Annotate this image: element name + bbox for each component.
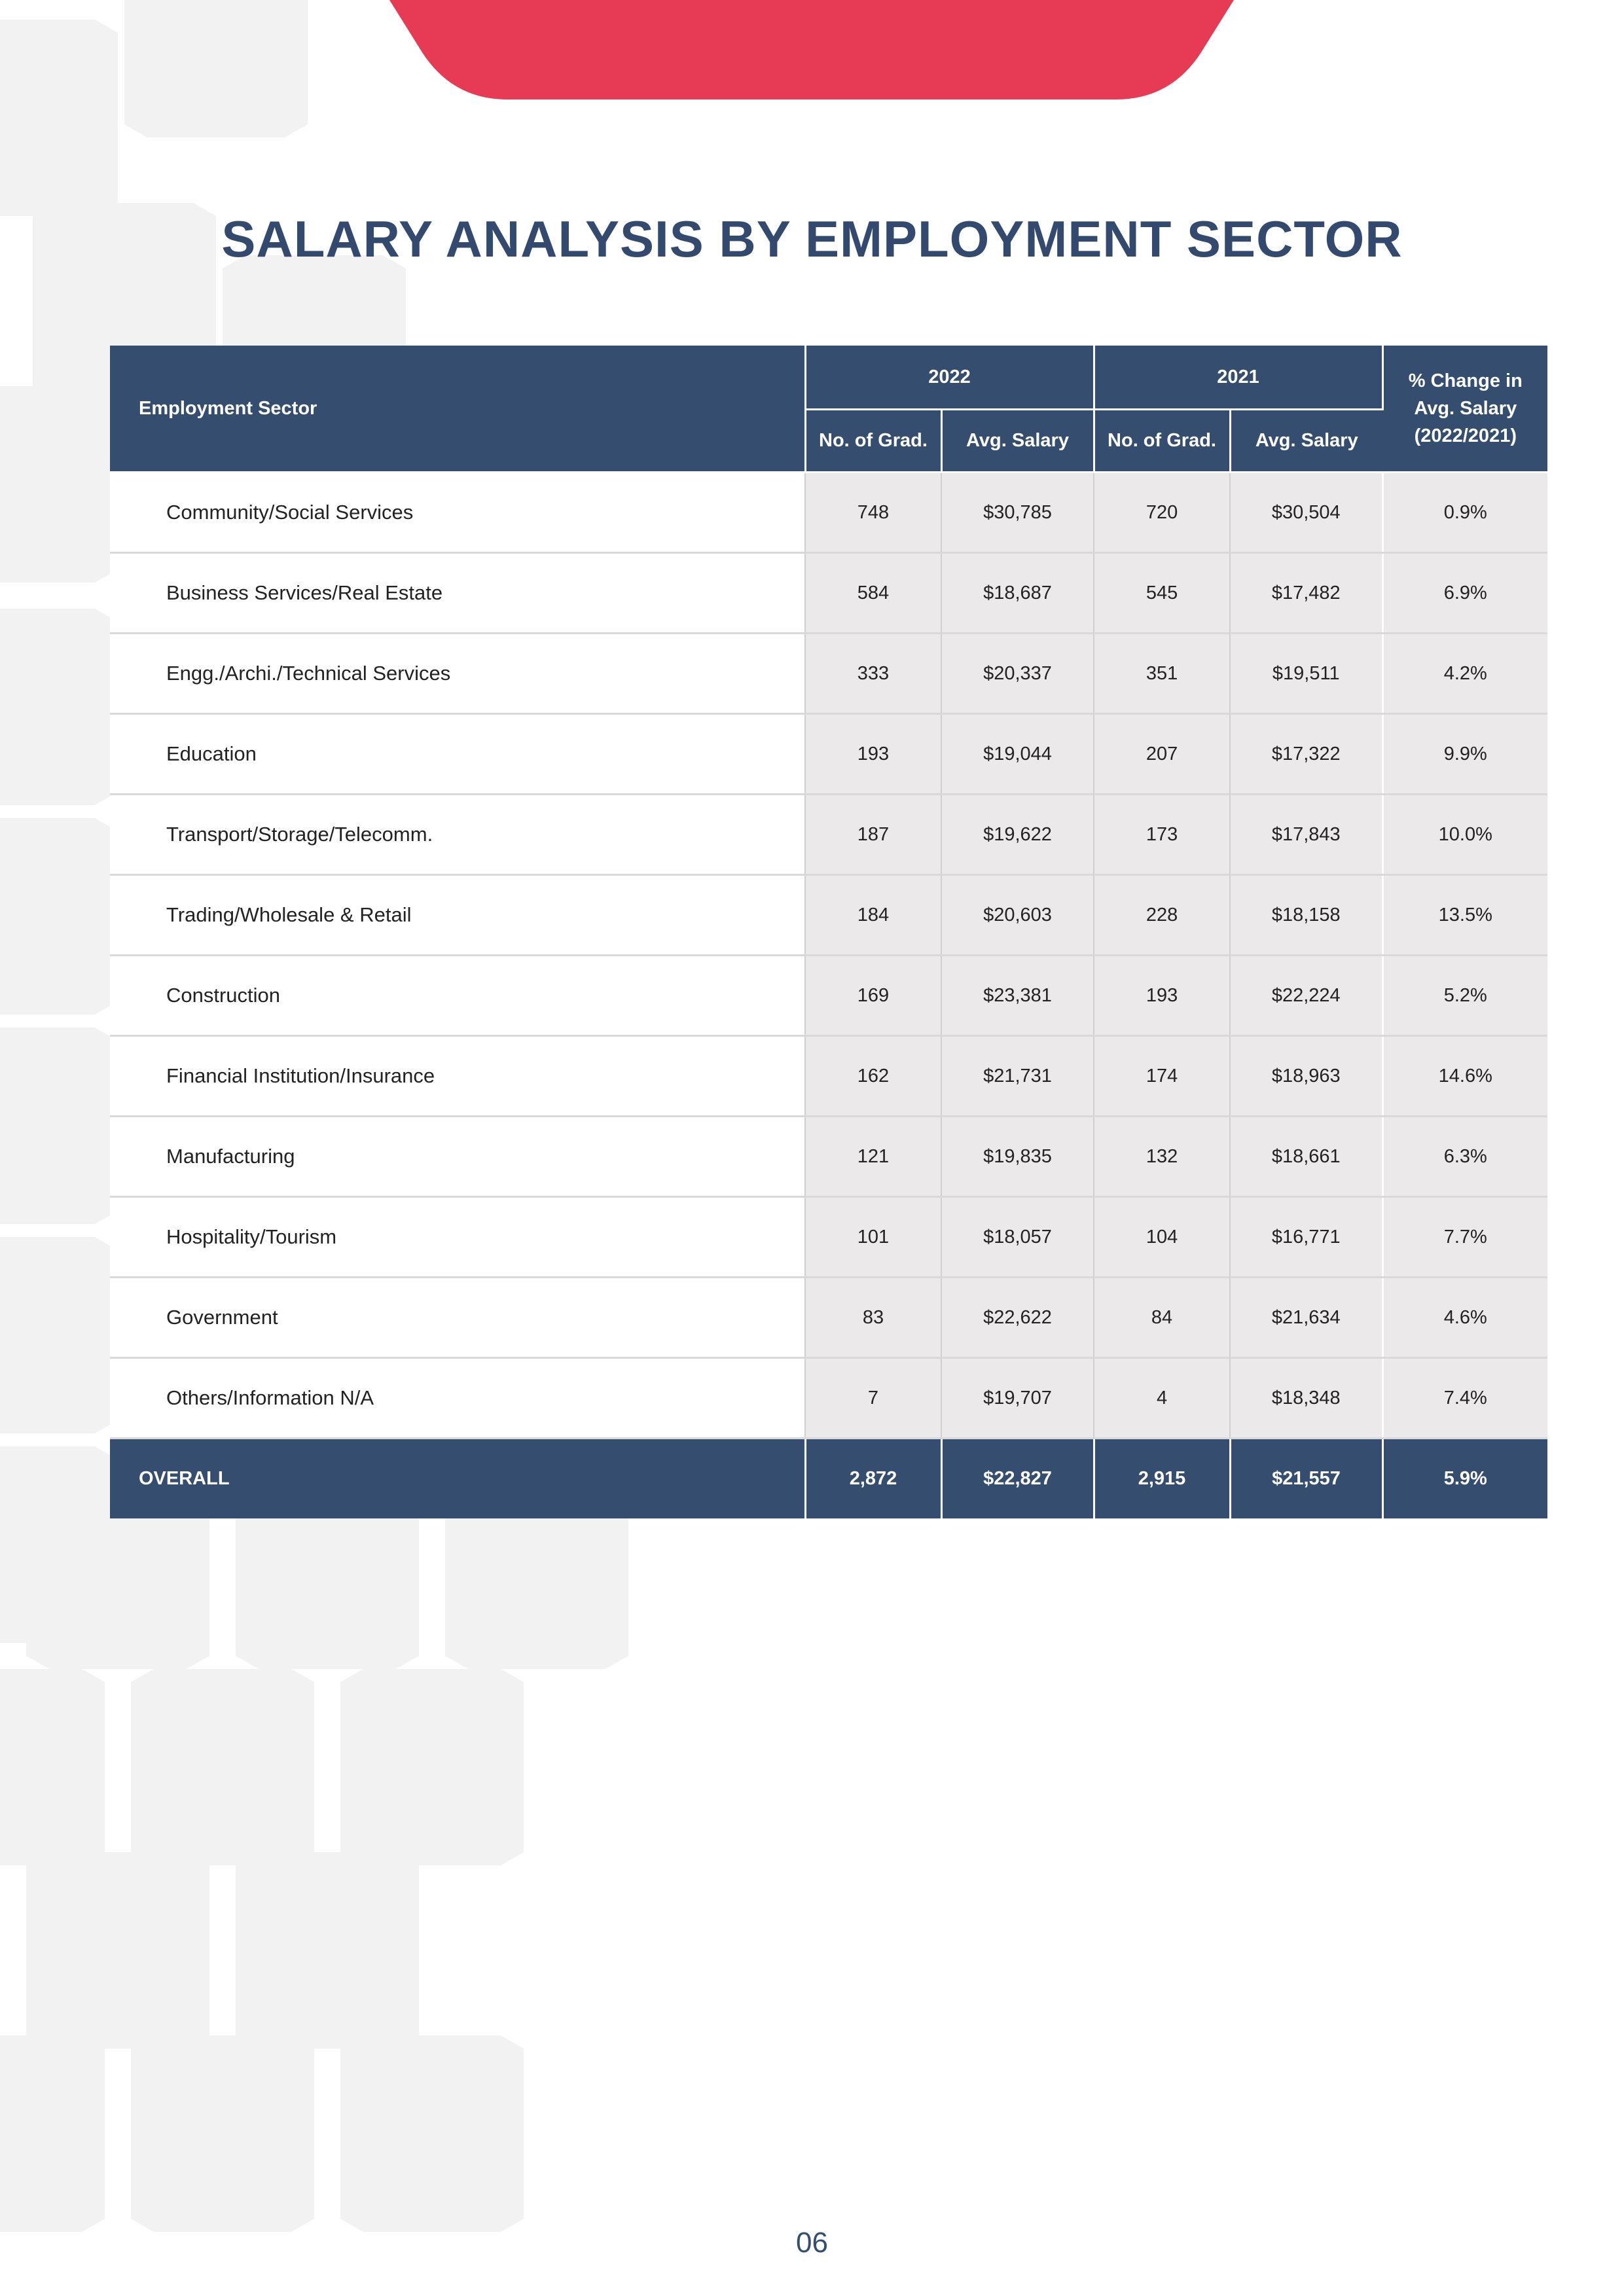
cell-grad-2022: 333 — [805, 634, 941, 714]
cell-pct-change: 6.9% — [1382, 553, 1547, 634]
overall-grad-2021: 2,915 — [1094, 1439, 1230, 1519]
cell-salary-2022: $19,707 — [941, 1358, 1094, 1439]
cell-sector: Hospitality/Tourism — [110, 1197, 805, 1278]
cell-salary-2022: $19,622 — [941, 795, 1094, 875]
cell-salary-2022: $18,687 — [941, 553, 1094, 634]
cell-salary-2021: $17,322 — [1230, 714, 1382, 795]
salary-table — [110, 346, 1547, 1518]
cell-grad-2022: 184 — [805, 875, 941, 956]
cell-grad-2021: 720 — [1094, 473, 1230, 553]
cell-grad-2021: 104 — [1094, 1197, 1230, 1278]
top-accent-tab — [389, 0, 1234, 99]
cell-salary-2021: $17,843 — [1230, 795, 1382, 875]
cell-pct-change: 6.3% — [1382, 1117, 1547, 1197]
cell-sector: Business Services/Real Estate — [110, 553, 805, 634]
cell-salary-2021: $16,771 — [1230, 1197, 1382, 1278]
header-salary-2021: Avg. Salary — [1230, 410, 1382, 473]
cell-grad-2021: 84 — [1094, 1278, 1230, 1358]
table-row — [110, 1036, 1547, 1117]
table-row — [110, 1358, 1547, 1439]
cell-salary-2021: $22,224 — [1230, 956, 1382, 1036]
table-row — [110, 553, 1547, 634]
overall-salary-2021: $21,557 — [1230, 1439, 1382, 1519]
table-row — [110, 1197, 1547, 1278]
cell-sector: Others/Information N/A — [110, 1358, 805, 1439]
cell-grad-2021: 545 — [1094, 553, 1230, 634]
header-pct-change: % Change in Avg. Salary (2022/2021) — [1382, 346, 1547, 473]
table-row — [110, 1278, 1547, 1358]
table-row — [110, 795, 1547, 875]
overall-row — [110, 1439, 1547, 1519]
cell-salary-2022: $30,785 — [941, 473, 1094, 553]
cell-pct-change: 5.2% — [1382, 956, 1547, 1036]
cell-sector: Education — [110, 714, 805, 795]
cell-salary-2021: $30,504 — [1230, 473, 1382, 553]
cell-grad-2022: 83 — [805, 1278, 941, 1358]
cell-salary-2021: $17,482 — [1230, 553, 1382, 634]
cell-grad-2021: 173 — [1094, 795, 1230, 875]
cell-salary-2022: $18,057 — [941, 1197, 1094, 1278]
overall-grad-2022: 2,872 — [805, 1439, 941, 1519]
cell-salary-2022: $23,381 — [941, 956, 1094, 1036]
header-grad-2021: No. of Grad. — [1094, 410, 1230, 473]
cell-grad-2021: 207 — [1094, 714, 1230, 795]
cell-grad-2022: 748 — [805, 473, 941, 553]
cell-sector: Engg./Archi./Technical Services — [110, 634, 805, 714]
page-number: 06 — [796, 2227, 828, 2259]
header-year-2022: 2022 — [805, 346, 1094, 410]
table-row — [110, 875, 1547, 956]
cell-salary-2022: $19,044 — [941, 714, 1094, 795]
overall-salary-2022: $22,827 — [941, 1439, 1094, 1519]
cell-sector: Financial Institution/Insurance — [110, 1036, 805, 1117]
cell-grad-2021: 193 — [1094, 956, 1230, 1036]
cell-sector: Construction — [110, 956, 805, 1036]
cell-pct-change: 14.6% — [1382, 1036, 1547, 1117]
cell-sector: Community/Social Services — [110, 473, 805, 553]
cell-grad-2022: 101 — [805, 1197, 941, 1278]
cell-grad-2021: 4 — [1094, 1358, 1230, 1439]
cell-sector: Transport/Storage/Telecomm. — [110, 795, 805, 875]
overall-pct-change: 5.9% — [1382, 1439, 1547, 1519]
cell-salary-2021: $18,158 — [1230, 875, 1382, 956]
cell-sector: Manufacturing — [110, 1117, 805, 1197]
cell-grad-2022: 169 — [805, 956, 941, 1036]
cell-grad-2022: 7 — [805, 1358, 941, 1439]
cell-grad-2021: 132 — [1094, 1117, 1230, 1197]
cell-sector: Trading/Wholesale & Retail — [110, 875, 805, 956]
table-row — [110, 634, 1547, 714]
cell-pct-change: 10.0% — [1382, 795, 1547, 875]
cell-pct-change: 4.2% — [1382, 634, 1547, 714]
cell-grad-2022: 162 — [805, 1036, 941, 1117]
cell-pct-change: 7.7% — [1382, 1197, 1547, 1278]
overall-label: OVERALL — [110, 1439, 805, 1519]
cell-grad-2021: 174 — [1094, 1036, 1230, 1117]
cell-grad-2022: 584 — [805, 553, 941, 634]
cell-pct-change: 7.4% — [1382, 1358, 1547, 1439]
cell-salary-2022: $21,731 — [941, 1036, 1094, 1117]
table-row — [110, 714, 1547, 795]
cell-salary-2022: $22,622 — [941, 1278, 1094, 1358]
cell-pct-change: 4.6% — [1382, 1278, 1547, 1358]
cell-salary-2021: $21,634 — [1230, 1278, 1382, 1358]
cell-grad-2022: 187 — [805, 795, 941, 875]
cell-grad-2021: 228 — [1094, 875, 1230, 956]
cell-sector: Government — [110, 1278, 805, 1358]
cell-salary-2022: $20,337 — [941, 634, 1094, 714]
cell-grad-2022: 193 — [805, 714, 941, 795]
page-title: SALARY ANALYSIS BY EMPLOYMENT SECTOR — [221, 210, 1403, 268]
cell-grad-2021: 351 — [1094, 634, 1230, 714]
cell-salary-2021: $19,511 — [1230, 634, 1382, 714]
cell-salary-2022: $19,835 — [941, 1117, 1094, 1197]
header-salary-2022: Avg. Salary — [941, 410, 1094, 473]
table-row — [110, 473, 1547, 553]
cell-salary-2021: $18,963 — [1230, 1036, 1382, 1117]
header-year-2021: 2021 — [1094, 346, 1382, 410]
cell-pct-change: 0.9% — [1382, 473, 1547, 553]
header-grad-2022: No. of Grad. — [805, 410, 941, 473]
table-row — [110, 1117, 1547, 1197]
cell-salary-2021: $18,661 — [1230, 1117, 1382, 1197]
header-employment-sector: Employment Sector — [110, 346, 805, 473]
cell-pct-change: 9.9% — [1382, 714, 1547, 795]
cell-pct-change: 13.5% — [1382, 875, 1547, 956]
cell-salary-2021: $18,348 — [1230, 1358, 1382, 1439]
table-row — [110, 956, 1547, 1036]
cell-grad-2022: 121 — [805, 1117, 941, 1197]
cell-salary-2022: $20,603 — [941, 875, 1094, 956]
